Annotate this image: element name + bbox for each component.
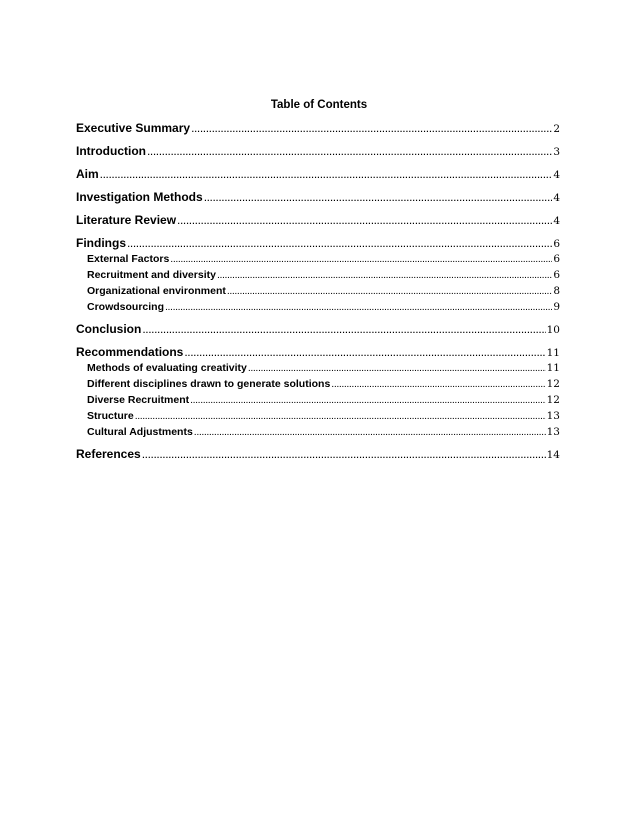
toc-page-number: 12 xyxy=(546,394,560,406)
toc-entry-label: Literature Review xyxy=(76,213,177,227)
toc-entry-label: Recommendations xyxy=(76,345,184,359)
toc-entry-label: Crowdsourcing xyxy=(87,301,165,313)
toc-entry-label: References xyxy=(76,447,141,461)
toc-page-number: 10 xyxy=(546,324,560,336)
toc-entry-label: Conclusion xyxy=(76,322,142,336)
dot-leader xyxy=(331,376,545,392)
toc-entry-recruitment-and-diversity[interactable] xyxy=(76,267,560,283)
toc-entry-aim[interactable] xyxy=(76,167,560,182)
toc-title: Table of Contents xyxy=(270,99,368,111)
dot-leader xyxy=(204,190,553,205)
toc-page-number: 2 xyxy=(553,123,560,135)
dot-leader xyxy=(165,299,552,315)
toc-page-number: 4 xyxy=(553,215,560,227)
toc-entry-label: Recruitment and diversity xyxy=(87,269,216,281)
toc-page-number: 8 xyxy=(553,285,560,297)
toc-entry-external-factors[interactable] xyxy=(76,251,560,267)
toc-page-number: 6 xyxy=(553,253,560,265)
toc-entry-label: Different disciplines drawn to generate solutions xyxy=(87,378,331,390)
dot-leader xyxy=(217,267,552,283)
toc-entry-organizational-environment[interactable] xyxy=(76,283,560,299)
dot-leader xyxy=(135,408,546,424)
toc-page-number: 4 xyxy=(553,192,560,204)
toc-entry-different-disciplines[interactable] xyxy=(76,376,560,392)
toc-entry-label: Organizational environment xyxy=(87,285,226,297)
toc-page-number: 4 xyxy=(553,169,560,181)
toc-page-number: 3 xyxy=(553,146,560,158)
toc-entry-crowdsourcing[interactable] xyxy=(76,299,560,315)
dot-leader xyxy=(227,283,552,299)
toc-entry-introduction[interactable] xyxy=(76,144,560,159)
toc-page-number: 12 xyxy=(546,378,560,390)
toc-page-number: 14 xyxy=(546,449,560,461)
dot-leader xyxy=(170,251,552,267)
toc-entry-diverse-recruitment[interactable] xyxy=(76,392,560,408)
toc-entry-cultural-adjustments[interactable] xyxy=(76,424,560,440)
toc-entry-label: Structure xyxy=(87,410,134,422)
toc-entry-conclusion[interactable] xyxy=(76,322,560,337)
dot-leader xyxy=(142,447,546,462)
toc-entry-recommendations[interactable] xyxy=(76,345,560,360)
dot-leader xyxy=(177,213,552,228)
toc-entry-label: Methods of evaluating creativity xyxy=(87,362,247,374)
toc-entry-label: External Factors xyxy=(87,253,170,265)
dot-leader xyxy=(184,345,545,360)
toc-page-number: 11 xyxy=(546,347,560,359)
toc-entry-label: Cultural Adjustments xyxy=(87,426,193,438)
toc-page-number: 13 xyxy=(546,426,560,438)
dot-leader xyxy=(190,392,546,408)
dot-leader xyxy=(142,322,545,337)
toc-entry-references[interactable] xyxy=(76,447,560,462)
toc-page-number: 6 xyxy=(553,269,560,281)
toc-entry-label: Investigation Methods xyxy=(76,190,203,204)
toc-entry-methods-of-evaluating-creativity[interactable] xyxy=(76,360,560,376)
dot-leader xyxy=(100,167,553,182)
dot-leader xyxy=(194,424,546,440)
toc-entry-investigation-methods[interactable] xyxy=(76,190,560,205)
toc-entry-label: Aim xyxy=(76,167,99,181)
toc-entry-label: Executive Summary xyxy=(76,121,191,135)
toc-page-number: 9 xyxy=(553,301,560,313)
toc-page-number: 11 xyxy=(546,362,560,374)
toc-page-number: 13 xyxy=(546,410,560,422)
toc-entry-literature-review[interactable] xyxy=(76,213,560,228)
dot-leader xyxy=(127,236,552,251)
toc-entry-executive-summary[interactable] xyxy=(76,121,560,136)
toc-entry-label: Introduction xyxy=(76,144,146,158)
dot-leader xyxy=(248,360,546,376)
toc-entry-findings[interactable] xyxy=(76,236,560,251)
toc-entry-structure[interactable] xyxy=(76,408,560,424)
table-of-contents xyxy=(76,121,560,462)
toc-page-number: 6 xyxy=(553,238,560,250)
toc-entry-label: Diverse Recruitment xyxy=(87,394,190,406)
toc-entry-label: Findings xyxy=(76,236,126,250)
dot-leader xyxy=(191,121,552,136)
dot-leader xyxy=(147,144,552,159)
